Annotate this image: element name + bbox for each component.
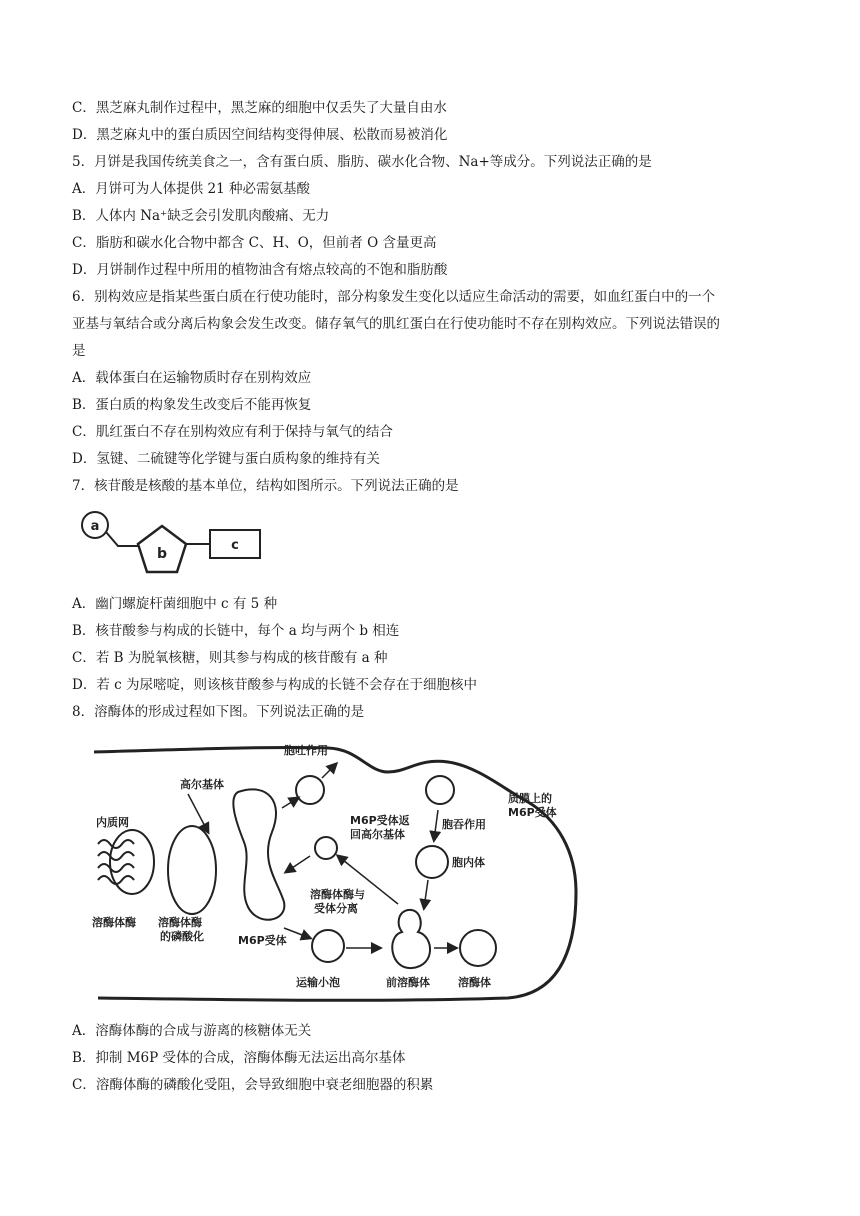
q8-option-c: C．溶酶体酶的磷酸化受阻，会导致细胞中衰老细胞器的积累 xyxy=(72,1077,434,1093)
exocytosis-vesicle xyxy=(296,776,324,804)
label-membrane1: 质膜上的 xyxy=(508,792,552,805)
label-prelys: 前溶酶体 xyxy=(386,976,430,989)
lysosome xyxy=(460,930,496,966)
q7-option-a: A．幽门螺旋杆菌细胞中 c 有 5 种 xyxy=(72,596,278,612)
q7-stem: 7．核苷酸是核酸的基本单位，结构如图所示。下列说法正确的是 xyxy=(72,478,459,494)
trans-golgi-network xyxy=(233,789,284,919)
q7-option-d: D．若 c 为尿嘧啶，则该核苷酸参与构成的长链不会存在于细胞核中 xyxy=(72,677,477,693)
label-b: b xyxy=(156,546,168,562)
label-lys-enzyme: 溶酶体酶 xyxy=(92,916,136,929)
label-phos1: 溶酶体酶 xyxy=(158,916,202,929)
q5-option-a: A．月饼可为人体提供 21 种必需氨基酸 xyxy=(72,181,311,197)
label-a: a xyxy=(90,519,100,534)
q8-stem: 8．溶酶体的形成过程如下图。下列说法正确的是 xyxy=(72,704,365,720)
q6-option-c: C．肌红蛋白不存在别构效应有利于保持与氧气的结合 xyxy=(72,424,393,440)
cell-membrane xyxy=(94,747,576,1000)
label-golgi: 高尔基体 xyxy=(180,778,224,791)
q8-option-b: B．抑制 M6P 受体的合成，溶酶体酶无法运出高尔基体 xyxy=(72,1050,406,1066)
endoplasmic-reticulum xyxy=(98,840,134,884)
q4-option-d: D．黑芝麻丸中的蛋白质因空间结构变得伸展、松散而易被消化 xyxy=(72,127,448,143)
bond-a-b xyxy=(106,532,138,546)
q4-option-c: C．黑芝麻丸制作过程中，黑芝麻的细胞中仅丢失了大量自由水 xyxy=(72,100,447,116)
label-separate1: 溶酶体酶与 xyxy=(310,888,365,901)
label-return1: M6P受体返 xyxy=(350,814,410,827)
label-endocytosis: 胞吞作用 xyxy=(442,818,486,831)
label-endosome: 胞内体 xyxy=(452,856,485,869)
q6-option-d: D．氢键、二硫键等化学键与蛋白质构象的维持有关 xyxy=(72,451,380,467)
q6-option-a: A．载体蛋白在运输物质时存在别构效应 xyxy=(72,370,312,386)
q7-option-c: C．若 B 为脱氧核糖，则其参与构成的核苷酸有 a 种 xyxy=(72,650,388,666)
q8-option-a: A．溶酶体酶的合成与游离的核糖体无关 xyxy=(72,1023,312,1039)
nucleotide-diagram xyxy=(76,508,276,588)
lysosome-formation-diagram xyxy=(88,732,588,1008)
label-separate2: 受体分离 xyxy=(314,902,358,915)
label-exocytosis: 胞吐作用 xyxy=(284,744,328,757)
label-return2: 回高尔基体 xyxy=(350,828,405,841)
endosome xyxy=(416,846,448,878)
label-c: c xyxy=(231,538,239,553)
golgi-body xyxy=(168,826,216,914)
label-lysosome: 溶酶体 xyxy=(458,976,491,989)
q7-option-b: B．核苷酸参与构成的长链中，每个 a 均与两个 b 相连 xyxy=(72,623,400,639)
receptor-return-vesicle xyxy=(315,837,337,859)
label-m6p-receptor: M6P受体 xyxy=(238,934,287,947)
pre-lysosome xyxy=(392,910,430,968)
q6-stem-line2: 亚基与氧结合或分离后构象会发生改变。储存氧气的肌红蛋白在行使功能时不存在别构效应。下列说法错误的 xyxy=(72,316,720,332)
endocytosis-pit xyxy=(426,776,454,804)
q6-stem-line1: 6．别构效应是指某些蛋白质在行使功能时，部分构象发生变化以适应生命活动的需要，如血红蛋白中的一个 xyxy=(72,289,716,305)
q5-option-c: C．脂肪和碳水化合物中都含 C、H、O，但前者 O 含量更高 xyxy=(72,235,437,251)
label-membrane2: M6P受体 xyxy=(508,806,557,819)
q5-stem: 5．月饼是我国传统美食之一，含有蛋白质、脂肪、碳水化合物、Na+等成分。下列说法正确的是 xyxy=(72,154,652,170)
label-vesicle: 运输小泡 xyxy=(296,976,340,989)
er-vesicle xyxy=(110,830,154,894)
label-phos2: 的磷酸化 xyxy=(160,930,204,943)
q6-stem-line3: 是 xyxy=(72,343,86,359)
q5-option-d: D．月饼制作过程中所用的植物油含有熔点较高的不饱和脂肪酸 xyxy=(72,262,448,278)
q6-option-b: B．蛋白质的构象发生改变后不能再恢复 xyxy=(72,397,312,413)
transport-vesicle xyxy=(312,930,344,962)
label-er: 内质网 xyxy=(96,816,129,829)
q5-option-b: B．人体内 Na⁺缺乏会引发肌肉酸痛、无力 xyxy=(72,208,330,224)
